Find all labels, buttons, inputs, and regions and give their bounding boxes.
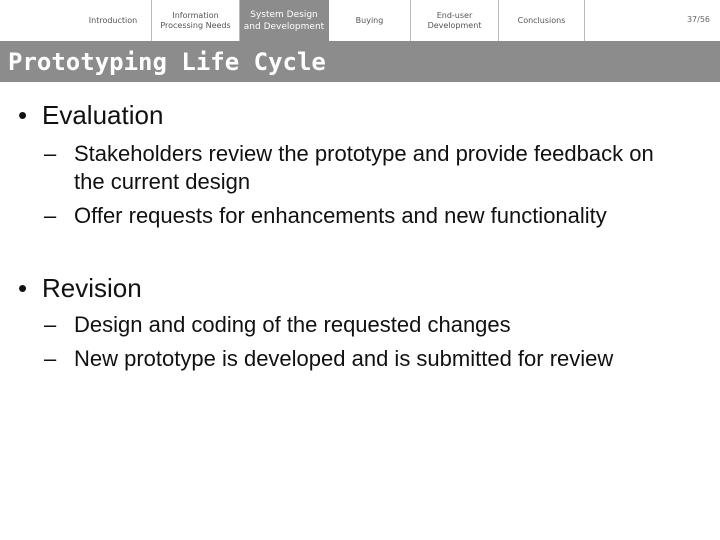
nav-tab-information-processing-needs[interactable]: Information Processing Needs: [152, 0, 240, 41]
nav-tab-system-design[interactable]: System Design and Development: [240, 0, 329, 41]
bullet-revision: [18, 273, 142, 303]
section-nav-bar: [0, 0, 720, 41]
nav-tab-end-user-development[interactable]: End-user Development: [411, 0, 499, 41]
sub-bullet: [44, 311, 684, 339]
sub-dash: –: [44, 203, 57, 228]
sub-bullet: [44, 345, 684, 373]
sub-bullet-text: Offer requests for enhancements and new functionality: [74, 203, 607, 228]
title-bar: [0, 41, 720, 82]
nav-tab-buying[interactable]: Buying: [329, 0, 411, 41]
bullet-text: Revision: [42, 273, 142, 303]
bullet-evaluation: [18, 100, 163, 130]
sub-bullet-text: Stakeholders review the prototype and provide feedback on the current design: [74, 141, 654, 194]
page-number: 37/56: [686, 15, 710, 24]
nav-tab-conclusions[interactable]: Conclusions: [499, 0, 585, 41]
sub-dash: –: [44, 141, 57, 166]
sub-dash: –: [44, 346, 57, 371]
sub-bullet-text: New prototype is developed and is submitted for review: [74, 346, 614, 371]
sub-bullet: [44, 202, 684, 230]
sub-bullet: [44, 140, 684, 196]
nav-tab-introduction[interactable]: Introduction: [75, 0, 152, 41]
slide-title: Prototyping Life Cycle: [8, 48, 326, 76]
sub-bullet-text: Design and coding of the requested changes: [74, 312, 511, 337]
sub-dash: –: [44, 312, 57, 337]
bullet-text: Evaluation: [42, 100, 164, 130]
bullet-dot: •: [18, 273, 28, 303]
bullet-dot: •: [18, 100, 28, 130]
